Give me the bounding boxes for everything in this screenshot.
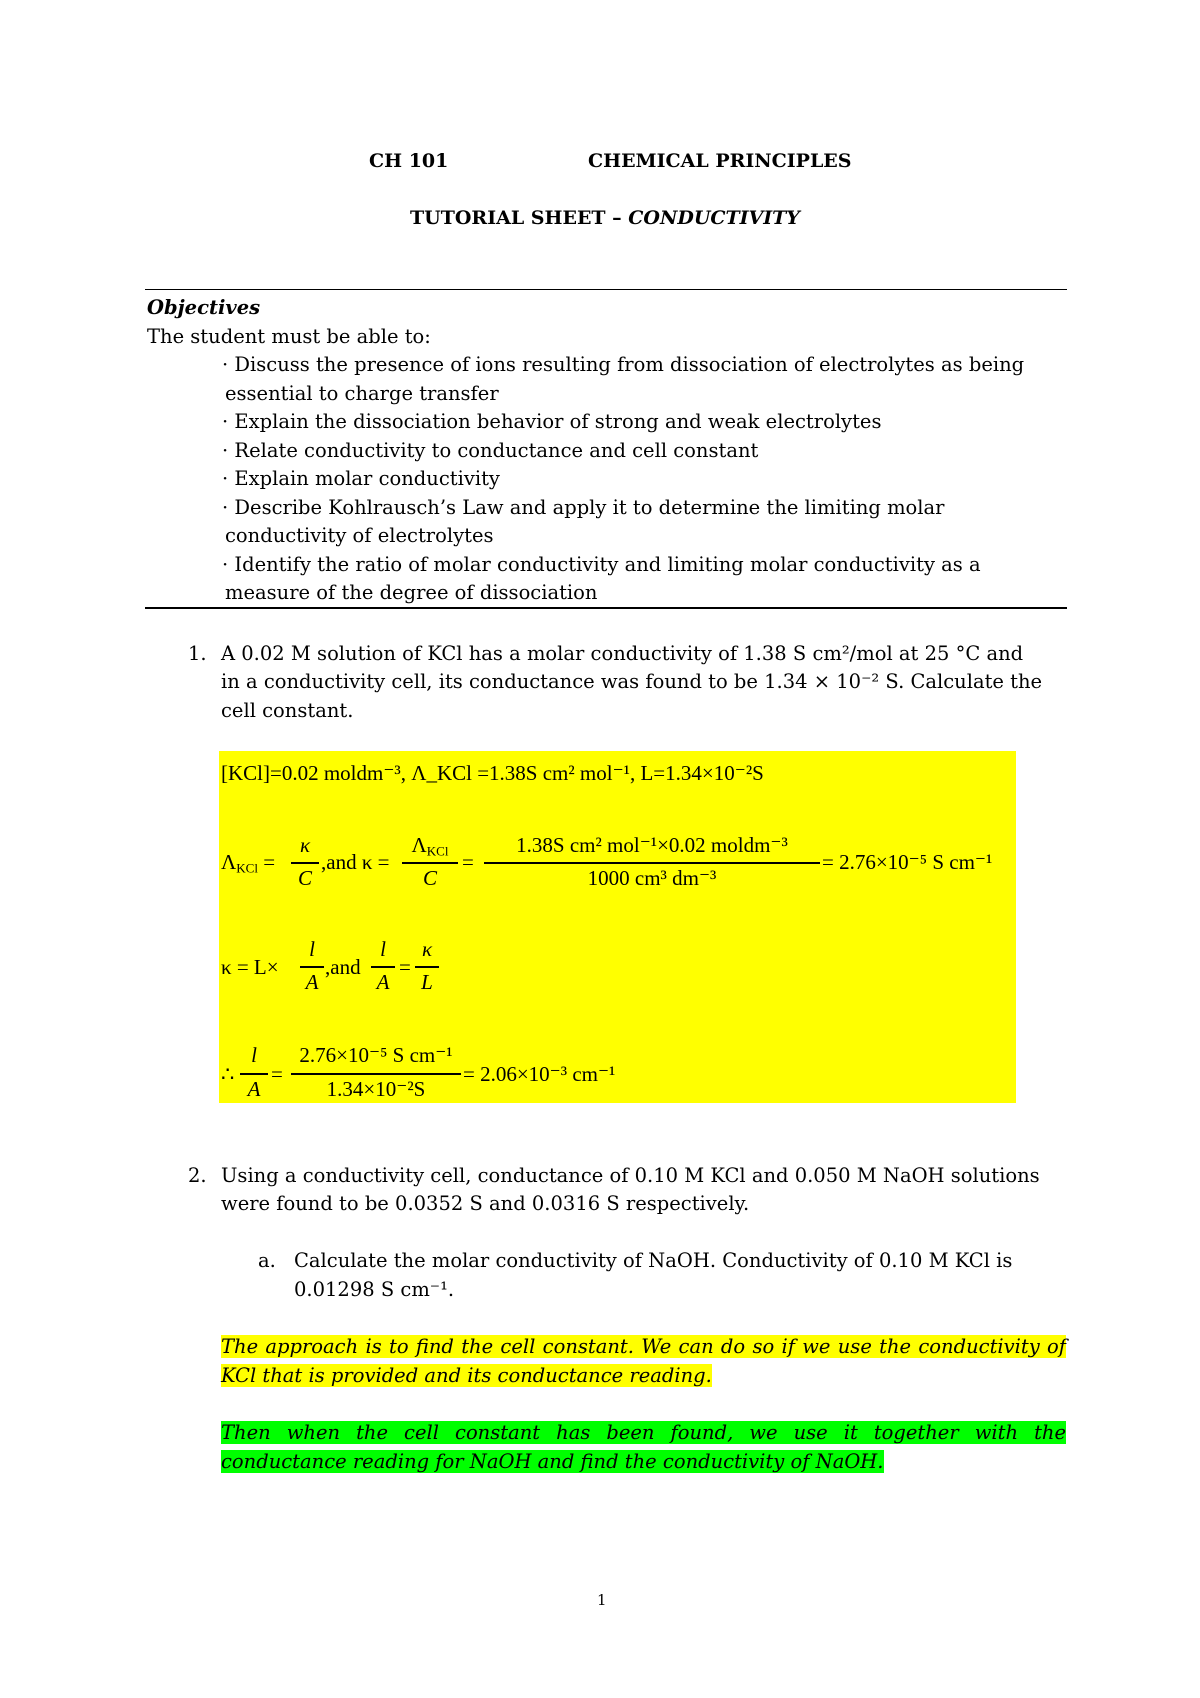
sheet-title [410, 207, 800, 229]
eq1-lhs: $\Lambda_{KCl}$ = [221, 850, 276, 876]
eq2-frac1-bar [300, 966, 324, 968]
eq1-frac1-den: C [297, 866, 312, 890]
eq1-frac2-num [402, 833, 458, 858]
eq3-equals: = [271, 1062, 283, 1086]
eq1-frac2-den: C [422, 866, 437, 890]
note-green-text: Then when the cell constant has been found, we use it together with the conductance reading for NaOH and find the conductivity of NaOH. [221, 1421, 1066, 1473]
q2-line2: were found to be 0.0352 S and 0.0316 S respectively. [221, 1192, 750, 1215]
q2a-line1: Calculate the molar conductivity of NaOH. Conductivity of 0.10 M KCl is [294, 1249, 1013, 1272]
eq2-lhs: κ = L× [221, 955, 279, 979]
lambda-subscript: KCl [236, 860, 258, 876]
eq1-equals: = [462, 850, 474, 874]
objective-item: · Relate conductivity to conductance and cell constant [222, 439, 759, 462]
lambda-subscript: KCl [426, 843, 449, 859]
eq1-result: = 2.76×10⁻⁵ S cm⁻¹ [822, 850, 993, 874]
q2a-label: a. [258, 1249, 276, 1272]
objective-item: · Explain molar conductivity [222, 467, 500, 490]
lambda-symbol: Λ [411, 833, 427, 857]
objectives-intro: The student must be able to: [147, 325, 431, 348]
course-code: CH 101 [369, 150, 449, 172]
eq1-and: ,and κ = [321, 850, 390, 874]
eq2-frac3-num: κ [421, 937, 433, 961]
q1-line3: cell constant. [221, 699, 354, 722]
bottom-rule [145, 607, 1067, 609]
q2-number: 2. [188, 1164, 207, 1187]
eq2-frac1-num: l [309, 937, 315, 961]
top-rule [145, 289, 1067, 290]
eq2-equals: = [399, 955, 411, 979]
note-yellow-text: The approach is to find the cell constant. We can do so if we use the conductivity of KCl that is provided and its conductance reading. [221, 1335, 1066, 1387]
eq1-frac2-bar [402, 862, 458, 864]
sheet-prefix: TUTORIAL SHEET – [410, 207, 629, 229]
eq3-frac1-num: l [251, 1043, 257, 1067]
note-yellow [221, 1333, 1066, 1390]
q1-given: [KCl]=0.02 moldm⁻³, Λ_KCl =1.38S cm² mol⁻¹, L=1.34×10⁻²S [221, 761, 764, 785]
objective-item: · Identify the ratio of molar conductivity and limiting molar conductivity as a [222, 553, 981, 576]
eq2-frac3-den: L [421, 970, 433, 994]
q2-line1: Using a conductivity cell, conductance of 0.10 M KCl and 0.050 M NaOH solutions [221, 1164, 1040, 1187]
objectives-heading: Objectives [147, 296, 261, 319]
objective-item: conductivity of electrolytes [225, 524, 494, 547]
eq1-frac3-den: 1000 cm³ dm⁻³ [587, 866, 717, 890]
eq1-frac3-bar [484, 862, 820, 864]
objective-item: · Describe Kohlrausch’s Law and apply it to determine the limiting molar [222, 496, 945, 519]
eq3-result: = 2.06×10⁻³ cm⁻¹ [463, 1062, 616, 1086]
eq1-frac3-num: 1.38S cm² mol⁻¹×0.02 moldm⁻³ [516, 833, 788, 857]
note-green [221, 1419, 1066, 1476]
eq3-frac2-num: 2.76×10⁻⁵ S cm⁻¹ [299, 1043, 453, 1067]
eq3-frac1-bar [240, 1073, 268, 1075]
eq2-frac2-bar [371, 966, 395, 968]
page-number: 1 [597, 1591, 607, 1609]
q1-number: 1. [188, 642, 207, 665]
eq3-frac2-den: 1.34×10⁻²S [326, 1077, 426, 1101]
eq3-frac1-den: A [247, 1077, 261, 1101]
q2a-line2: 0.01298 S cm⁻¹. [294, 1278, 455, 1301]
objective-item: measure of the degree of dissociation [225, 581, 598, 604]
q1-line1: A 0.02 M solution of KCl has a molar conductivity of 1.38 S cm²/mol at 25 °C and [221, 642, 1024, 665]
eq1-frac1-bar [291, 862, 319, 864]
eq2-frac2-den: A [376, 970, 390, 994]
objective-item: · Discuss the presence of ions resulting from dissociation of electrolytes as being [222, 353, 1025, 376]
therefore-symbol: ∴ [221, 1062, 235, 1086]
eq2-frac2-num: l [380, 937, 386, 961]
course-title: CHEMICAL PRINCIPLES [588, 150, 852, 172]
eq2-frac1-den: A [305, 970, 319, 994]
objective-item: essential to charge transfer [225, 382, 499, 405]
eq3-frac2-bar [291, 1073, 461, 1075]
objective-item: · Explain the dissociation behavior of strong and weak electrolytes [222, 410, 882, 433]
eq2-and: ,and [325, 955, 361, 979]
sheet-topic: CONDUCTIVITY [628, 207, 800, 229]
eq1-frac1-num: κ [299, 833, 311, 857]
q1-line2: in a conductivity cell, its conductance was found to be 1.34 × 10⁻² S. Calculate the [221, 670, 1043, 693]
lambda-symbol: Λ [221, 850, 237, 874]
eq2-frac3-bar [415, 966, 439, 968]
